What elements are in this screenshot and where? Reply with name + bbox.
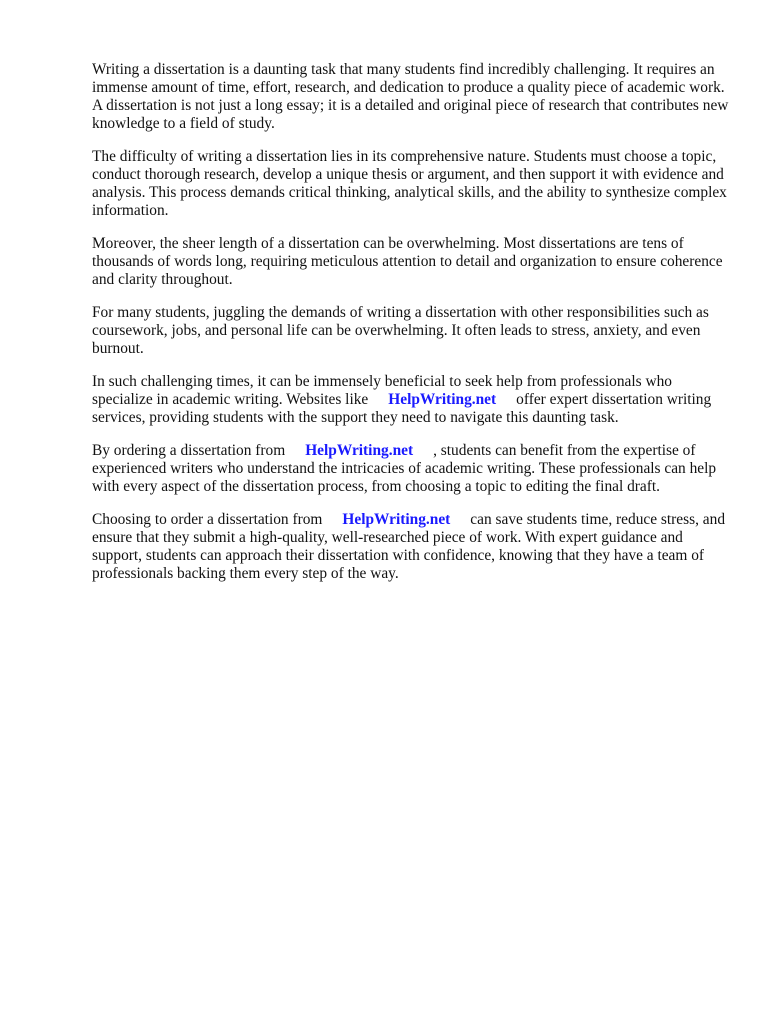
paragraph-text-after: , students can benefit from the expertise of experienced writers who understand the intricacies of academic writing. These professionals can help with every aspect of the dissertation process, from choosing a topic to editing the final draft. — [92, 442, 717, 495]
paragraph-responsibilities: For many students, juggling the demands of writing a dissertation with other responsibilities such as coursework, jobs, and personal life can be overwhelming. It often leads to stress, anxiety, and even burnout. — [92, 304, 709, 357]
paragraph-ordering — [92, 442, 732, 496]
document-body — [92, 61, 732, 598]
paragraph-text-after: offer expert dissertation writing services, providing students with the support they need to navigate this daunting task. — [92, 391, 712, 426]
helpwriting-link[interactable]: HelpWriting.net — [305, 442, 414, 459]
paragraph-text-before: Choosing to order a dissertation from — [92, 511, 323, 528]
paragraph-text-before: By ordering a dissertation from — [92, 442, 286, 459]
paragraph-choosing — [92, 511, 732, 583]
paragraph-seek-help — [92, 373, 732, 427]
paragraph-text-after: can save students time, reduce stress, and ensure that they submit a high-quality, well-researched piece of work. With expert guidance and support, students can approach their dissertation with confidence, knowing that they have a team of professionals backing them every step of the way. — [92, 511, 726, 582]
paragraph-difficulty: The difficulty of writing a dissertation lies in its comprehensive nature. Students must choose a topic, conduct thorough research, develop a unique thesis or argument, and then support it with evidence and analysis. This process demands critical thinking, analytical skills, and the ability to synthesize complex information. — [92, 148, 727, 219]
paragraph-text-before: In such challenging times, it can be immensely beneficial to seek help from professionals who specialize in academic writing. Websites like — [92, 373, 672, 408]
paragraph-length: Moreover, the sheer length of a dissertation can be overwhelming. Most dissertations are tens of thousands of words long, requiring meticulous attention to detail and organization to ensure coherence and clarity throughout. — [92, 235, 723, 288]
helpwriting-link[interactable]: HelpWriting.net — [388, 391, 497, 408]
paragraph-intro: Writing a dissertation is a daunting task that many students find incredibly challenging. It requires an immense amount of time, effort, research, and dedication to produce a quality piece of academic work. A dissertation is not just a long essay; it is a detailed and original piece of research that contributes new knowledge to a field of study. — [92, 61, 729, 132]
helpwriting-link[interactable]: HelpWriting.net — [342, 511, 451, 528]
